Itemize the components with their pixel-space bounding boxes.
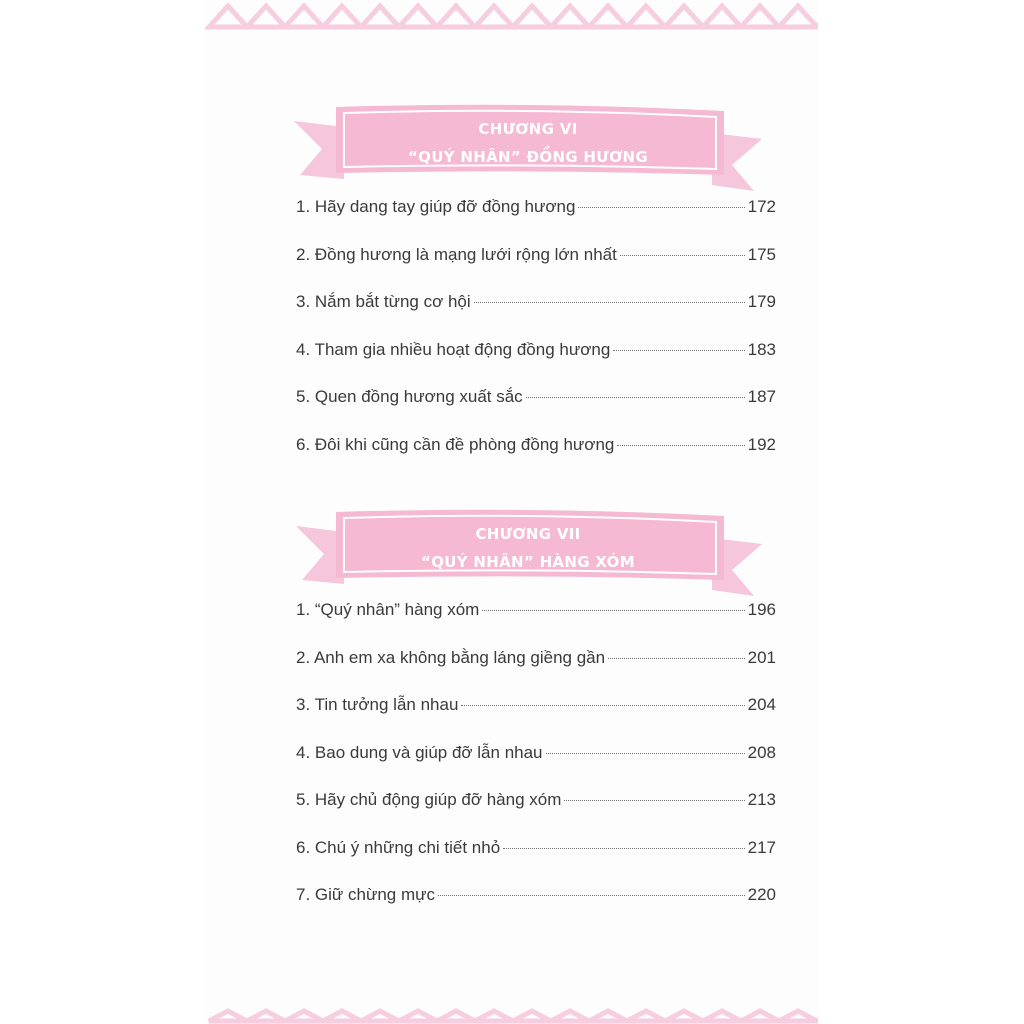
toc-entry-page: 187	[747, 387, 776, 406]
triangle-ornament	[513, 1011, 551, 1021]
triangle-ornament	[627, 1011, 665, 1021]
triangle-ornament	[437, 6, 475, 27]
chapter-7-toc	[296, 600, 776, 933]
toc-entry[interactable]	[296, 838, 776, 886]
dot-leader	[620, 255, 745, 256]
chapter-7-ribbon	[292, 508, 764, 598]
triangle-ornament	[627, 6, 665, 27]
triangle-ornament	[399, 1011, 437, 1021]
toc-entry-page: 196	[747, 600, 776, 619]
dot-leader	[461, 705, 744, 706]
triangle-ornament	[665, 1011, 703, 1021]
toc-entry-page: 201	[747, 647, 776, 667]
toc-entry-title: 6. Đôi khi cũng cần đề phòng đồng hương	[296, 434, 615, 454]
triangle-ornament	[779, 6, 817, 27]
dot-leader	[613, 350, 744, 351]
toc-entry-title: 1. “Quý nhân” hàng xóm	[296, 600, 480, 619]
toc-entry-title: 1. Hãy dang tay giúp đỡ đồng hương	[296, 197, 576, 216]
dot-leader	[546, 753, 745, 754]
triangle-ornament	[513, 6, 551, 27]
toc-entry-page: 183	[747, 339, 776, 359]
toc-entry-title: 5. Hãy chủ động giúp đỡ hàng xóm	[296, 790, 562, 809]
triangle-ornament	[703, 1011, 741, 1021]
triangle-ornament	[437, 1011, 475, 1021]
toc-entry[interactable]	[296, 197, 776, 245]
triangle-ornament	[551, 1011, 589, 1021]
toc-entry-page: 204	[747, 695, 776, 714]
triangle-ornament	[209, 1011, 247, 1021]
triangle-ornament	[665, 6, 703, 27]
toc-entry[interactable]	[296, 648, 776, 696]
toc-entry-title: 4. Bao dung và giúp đỡ lẫn nhau	[296, 742, 543, 762]
chapter-label: CHƯƠNG VI	[478, 120, 578, 138]
dot-leader	[617, 445, 744, 446]
triangle-ornament	[817, 6, 818, 27]
triangle-ornament	[399, 6, 437, 27]
triangle-ornament	[285, 1011, 323, 1021]
dot-leader	[526, 397, 745, 398]
triangle-ornament	[703, 6, 741, 27]
toc-entry-title: 2. Đồng hương là mạng lưới rộng lớn nhất	[296, 244, 617, 264]
triangle-ornament	[209, 6, 247, 27]
toc-entry[interactable]	[296, 885, 776, 933]
triangle-ornament	[361, 1011, 399, 1021]
triangle-ornament	[741, 6, 779, 27]
dot-leader	[503, 848, 744, 849]
toc-entry-page: 172	[747, 197, 776, 216]
toc-entry[interactable]	[296, 600, 776, 648]
toc-entry-page: 208	[747, 742, 776, 762]
toc-entry-title: 6. Chú ý những chi tiết nhỏ	[296, 837, 501, 857]
toc-entry-page: 179	[747, 292, 776, 311]
dot-leader	[578, 207, 744, 208]
toc-entry-page: 220	[747, 885, 776, 904]
toc-entry-title: 5. Quen đồng hương xuất sắc	[296, 387, 523, 406]
toc-entry[interactable]	[296, 387, 776, 435]
triangle-ornament	[323, 6, 361, 27]
top-triangle-border	[205, 2, 818, 32]
chapter-label: CHƯƠNG VII	[475, 525, 581, 543]
dot-leader	[564, 800, 744, 801]
chapter-title: “QUÝ NHÂN” ĐỒNG HƯƠNG	[408, 148, 648, 166]
triangle-ornament	[475, 6, 513, 27]
toc-entry-page: 192	[747, 434, 776, 454]
triangle-ornament	[247, 6, 285, 27]
chapter-6-ribbon	[292, 103, 764, 193]
triangle-ornament	[779, 1011, 817, 1021]
toc-entry-title: 3. Tin tưởng lẫn nhau	[296, 695, 459, 714]
toc-entry[interactable]	[296, 292, 776, 340]
bottom-triangle-border	[205, 1007, 818, 1024]
toc-entry[interactable]	[296, 435, 776, 483]
triangle-ornament	[285, 6, 323, 27]
triangle-ornament	[475, 1011, 513, 1021]
chapter-title: “QUÝ NHÂN” HÀNG XÓM	[421, 553, 635, 571]
dot-leader	[438, 895, 745, 896]
toc-entry[interactable]	[296, 340, 776, 388]
toc-entry-page: 213	[747, 790, 776, 809]
toc-entry-title: 2. Anh em xa không bằng láng giềng gần	[296, 647, 606, 667]
chapter-6-toc	[296, 197, 776, 482]
toc-entry-title: 4. Tham gia nhiều hoạt động đồng hương	[296, 339, 611, 359]
toc-entry[interactable]	[296, 695, 776, 743]
dot-leader	[482, 610, 744, 611]
toc-entry-title: 3. Nắm bắt từng cơ hội	[296, 292, 471, 311]
dot-leader	[608, 658, 745, 659]
triangle-ornament	[551, 6, 589, 27]
toc-entry-page: 175	[747, 244, 776, 264]
toc-entry-title: 7. Giữ chừng mực	[296, 885, 436, 904]
triangle-ornament	[247, 1011, 285, 1021]
triangle-ornament	[817, 1011, 818, 1021]
toc-entry[interactable]	[296, 743, 776, 791]
triangle-ornament	[589, 6, 627, 27]
toc-entry-page: 217	[747, 837, 776, 857]
toc-entry[interactable]	[296, 790, 776, 838]
toc-entry[interactable]	[296, 245, 776, 293]
dot-leader	[474, 302, 745, 303]
triangle-ornament	[361, 6, 399, 27]
triangle-ornament	[741, 1011, 779, 1021]
triangle-ornament	[589, 1011, 627, 1021]
triangle-ornament	[323, 1011, 361, 1021]
